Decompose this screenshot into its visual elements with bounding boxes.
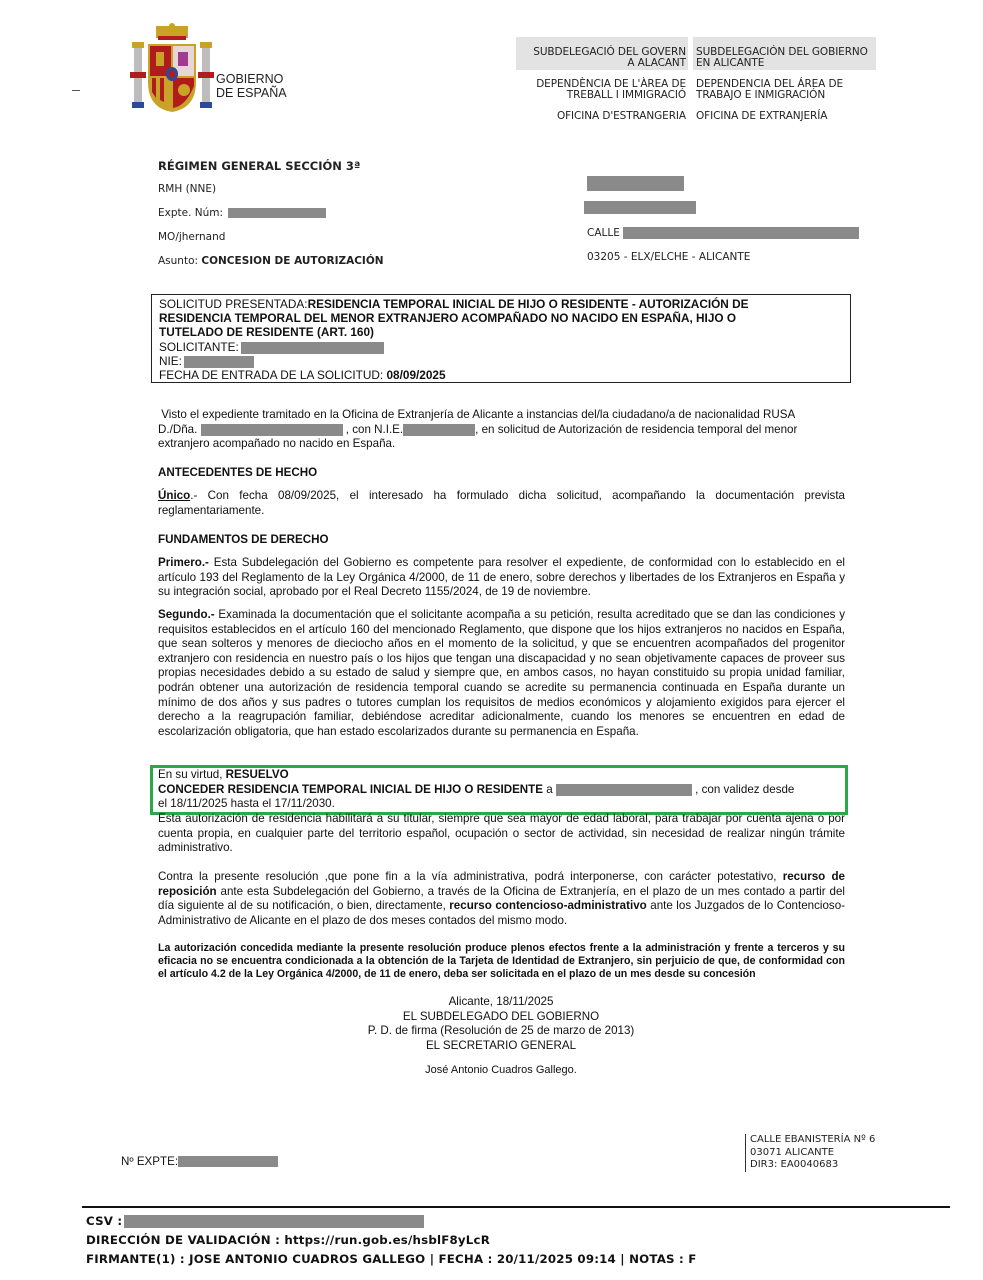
intro-line-2 [158,423,845,438]
intro-nie: , con N.I.E. [345,422,404,436]
hdr-es-4: TRABAJO E INMIGRACIÓN [696,89,826,101]
redaction [556,784,692,796]
mo-line: MO/jhernand [158,231,226,243]
hdr-es-1: SUBDELEGACIÓN DEL GOBIERNO [696,46,868,58]
signature-name: José Antonio Cuadros Gallego. [425,1064,577,1077]
redaction [241,342,384,354]
expte-footer-label: Nº EXPTE: [121,1155,179,1168]
office-address-1: CALLE EBANISTERÍA Nº 6 [750,1134,876,1145]
segundo-paragraph [158,608,845,739]
csv-label: CSV : [86,1214,123,1228]
validacion-line: DIRECCIÓN DE VALIDACIÓN : https://run.gob.es/hsblF8yLcR [86,1233,491,1247]
office-address-3: DIR3: EA0040683 [750,1159,839,1170]
hdr-es-2: EN ALICANTE [696,57,765,69]
solicitud-line-3 [159,325,843,339]
redaction [587,176,684,191]
hdr-val-5: OFICINA D'ESTRANGERIA [556,110,686,122]
solicitud-label: SOLICITUD PRESENTADA: [159,297,308,311]
antecedentes-heading: ANTECEDENTES DE HECHO [158,466,318,479]
resuelvo-line-2 [158,783,845,798]
calle-label: CALLE [587,227,620,239]
intro-solicitud: , en solicitud de Autorización de residencia temporal del menor [475,422,798,436]
primero-text: Esta Subdelegación del Gobierno es competente para resolver el expediente, de conformidad con lo establecido en el artículo 193 del Reglamento de la Ley Orgánica 4/2000, de 11 de enero, sobre derechos y libertades de los Extranjeros en España y su integración social, aprobado por el Real Decreto 1155/2024, de 19 de noviembre. [158,556,845,599]
solicitud-box [151,294,851,383]
solicitante-line [159,340,843,354]
office-address [750,1134,875,1172]
intro-line-1: Visto el expediente tramitado en la Oficina de Extranjería de Alicante a instancias del/la ciudadano/a de nacionalidad RUSA [158,408,796,421]
hdr-val-2: A ALACANT [627,57,686,69]
recurso-text-1: Contra la presente resolución ,que pone fin a la vía administrativa, podrá interponerse, con carácter potestativo, [158,870,783,883]
asunto-value: CONCESION DE AUTORIZACIÓN [201,255,384,267]
header-spanish-column [696,47,876,122]
logo-line-2: DE ESPAÑA [216,86,287,100]
signature-block [300,995,702,1078]
margin-mark [72,90,80,91]
header-valencian-column [516,47,686,122]
address-street [587,227,859,239]
autorizacion-paragraph: Esta autorización de residencia habilitará a su titular, siempre que sea mayor de edad laboral, para trabajar por cuenta ajena o por cuenta propia, en cualquier parte del territorio español, ocupación o sector de actividad, sin necesidad de realizar ningún trámite administrativo. [158,812,845,855]
solicitud-line-1 [159,297,843,311]
hdr-es-3: DEPENDENCIA DEL ÁREA DE [696,78,844,90]
recurso-reposicion: recurso de reposición [158,870,845,898]
expte-label: Expte. Núm: [158,207,224,219]
redaction [201,424,343,436]
solicitante-label: SOLICITANTE: [159,339,239,354]
redaction [178,1156,278,1167]
government-logo [126,22,296,117]
resuelvo-dates: el 18/11/2025 hasta el 17/11/2030. [158,797,335,811]
signature-place-date: Alicante, 18/11/2025 [448,995,554,1008]
office-address-bar [745,1134,746,1172]
resuelvo-line-1 [158,768,845,783]
intro-dd: D./Dña. [158,422,198,436]
segundo-label: Segundo.- [158,608,215,621]
notice-paragraph: La autorización concedida mediante la presente resolución produce plenos efectos frente a la administración y frente a terceros y su eficacia no se encuentra condicionada a la obtención de la Tarjeta de Identidad de Extranjero, sin perjuicio de que, de conformidad con el artículo 4.2 de la Ley Orgánica 4/2000, de 11 de enero, deba ser solicitada en el plazo de un mes desde su concesión [158,942,845,980]
recurso-text-2: ante esta Subdelegación del Gobierno, a través de la Oficina de Extranjería, en el plazo de un mes contado a partir del día siguiente al de su notificación, o bien, directamente, [158,884,845,913]
recurso-text-3: ante los Juzgados de lo Contencioso-Administrativo de Alicante en el plazo de dos meses contados del mismo modo. [158,899,846,927]
resuelvo-word: RESUELVO [225,768,289,781]
resuelvo-intro: En su virtud, [158,768,226,781]
signature-line-3: EL SECRETARIO GENERAL [425,1038,577,1052]
address-city: 03205 - ELX/ELCHE - ALICANTE [587,251,751,263]
solicitud-value-1: RESIDENCIA TEMPORAL INICIAL DE HIJO O RESIDENTE - AUTORIZACIÓN DE [307,297,749,311]
regimen-heading: RÉGIMEN GENERAL SECCIÓN 3ª [158,159,361,173]
coat-of-arms-icon [126,22,218,114]
nie-label: NIE: [159,353,182,368]
recurso-paragraph [158,870,845,928]
intro-line-3: extranjero acompañado no nacido en España. [158,437,396,451]
hdr-val-1: SUBDELEGACIÓ DEL GOVERN [533,46,686,58]
unico-label: Único [158,489,191,502]
csv-line [86,1214,424,1228]
hdr-val-3: DEPENDÈNCIA DE L'ÀREA DE [536,78,686,90]
fecha-label: FECHA DE ENTRADA DE LA SOLICITUD: [159,368,384,383]
redaction [584,201,696,214]
redaction [623,227,859,239]
redaction [228,208,326,218]
resuelvo-conceder: CONCEDER RESIDENCIA TEMPORAL INICIAL DE HIJO O RESIDENTE [158,782,543,796]
footer-rule [82,1206,950,1208]
segundo-text: Examinada la documentación que el solicitante acompaña a su petición, resulta acreditado que se dan las condiciones y requisitos establecidos en el artículo 160 del mencionado Reglamento, que dispone que los hijos extranjeros no nacidos en España, que sean solteros y menores de dieciocho años en el momento de la solicitud, y que se encuentren acompañados del progenitor extranjero con residencia en nuestro país o los hijos que tengan una discapacidad y no sean objetivamente capaces de proveer sus propias necesidades debido a su estado de salud y siempre que, en ambos casos, no hayan constituido su propia unidad familiar, podrán obtener una autorización de residencia temporal cuando se acredite su permanencia continuada en España durante un mínimo de dos años y sus padres o tutores cumplan los requisitos de medios económicos y alojamiento exigidos para ejercer el derecho a la reagrupación familiar, debiéndose acreditar adicionalmente, cuando los menores se encuentren en edad de escolarización obligatoria, que han estado escolarizados durante su permanencia en España. [158,608,845,738]
antecedentes-paragraph [158,489,845,518]
recurso-contencioso: recurso contencioso-administrativo [449,899,647,913]
primero-label: Primero.- [158,556,209,569]
signature-line-1: EL SUBDELEGADO DEL GOBIERNO [402,1009,600,1023]
redaction [184,356,254,368]
hdr-es-5: OFICINA DE EXTRANJERÍA [696,110,828,122]
office-address-2: 03071 ALICANTE [750,1146,835,1158]
solicitud-line-2 [159,311,843,325]
resuelvo-a: a [543,782,553,796]
solicitud-value-2: RESIDENCIA TEMPORAL DEL MENOR EXTRANJERO ACOMPAÑADO NO NACIDO EN ESPAÑA, HIJO O [159,311,737,326]
primero-paragraph [158,556,845,600]
hdr-val-4: TREBALL I IMMIGRACIÓ [566,89,686,101]
logo-text [216,72,287,100]
fecha-value: 08/09/2025 [386,368,446,383]
asunto-label: Asunto: [158,255,199,267]
logo-line-1: GOBIERNO [216,72,284,86]
resuelvo-validez: , con validez desde [691,782,795,796]
intro-paragraph [158,408,845,452]
asunto-line [158,255,384,267]
expte-line [158,207,326,219]
fecha-line [159,368,843,382]
nie-line [159,354,843,368]
fundamentos-heading: FUNDAMENTOS DE DERECHO [158,533,329,546]
signature-line-2: P. D. de firma (Resolución de 25 de marzo de 2013) [367,1024,635,1038]
redaction [124,1215,424,1228]
expte-footer [121,1155,278,1168]
redaction [403,424,475,436]
resuelvo-block [158,768,845,812]
unico-text: .- Con fecha 08/09/2025, el interesado ha formulado dicha solicitud, acompañando la documentación prevista reglamentariamente. [158,489,845,517]
rmh-line: RMH (NNE) [158,183,217,195]
solicitud-value-3: TUTELADO DE RESIDENTE (ART. 160) [159,325,374,340]
firmante-line: FIRMANTE(1) : JOSE ANTONIO CUADROS GALLEGO | FECHA : 20/11/2025 09:14 | NOTAS : F [86,1252,697,1266]
